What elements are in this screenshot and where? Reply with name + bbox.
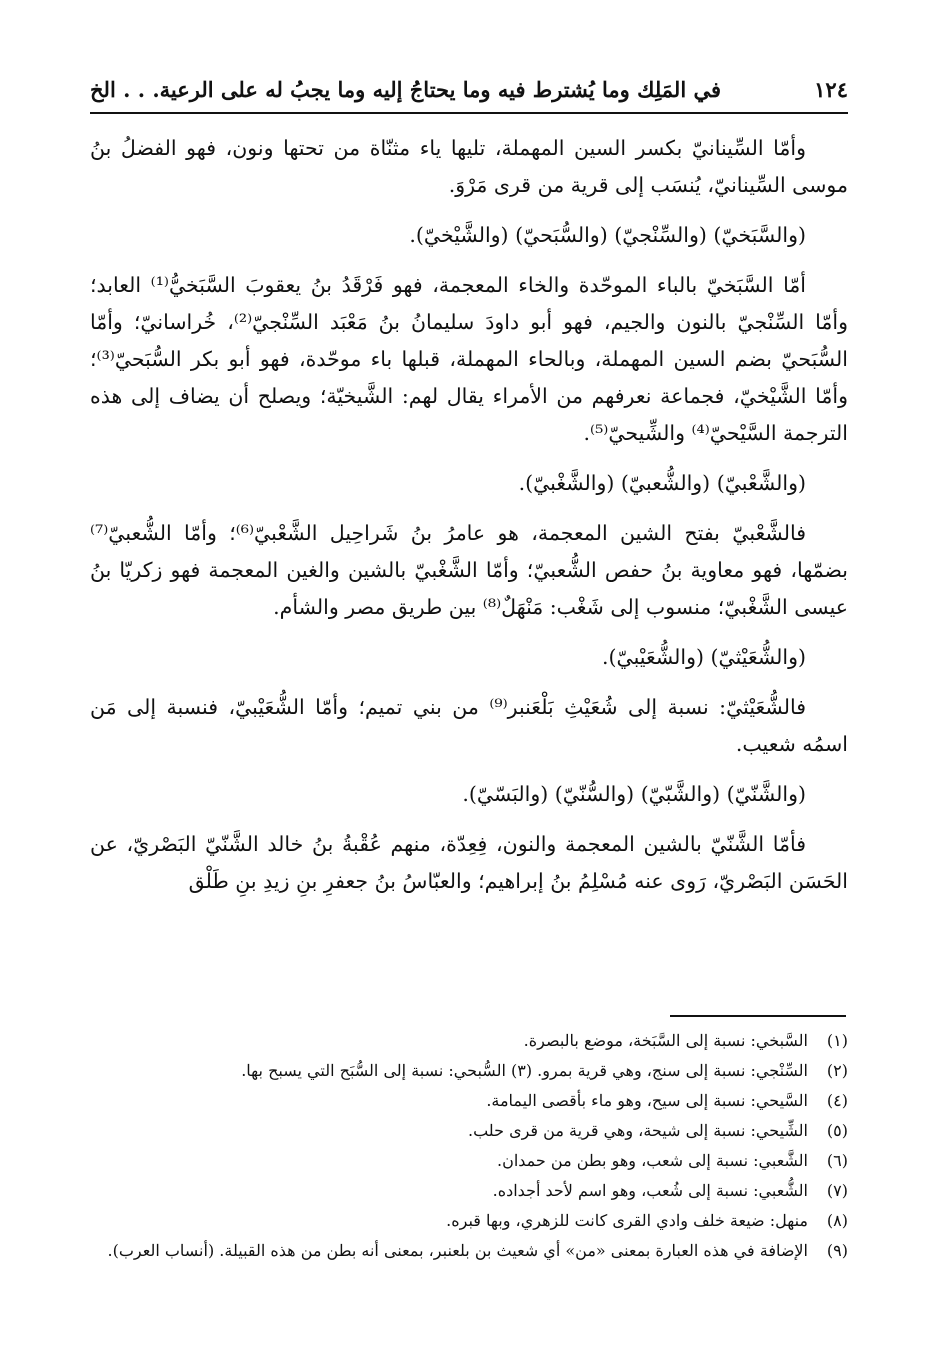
footnote (90, 1206, 848, 1236)
running-head (90, 72, 848, 108)
running-title: في المَلِك وما يُشترط فيه وما يحتاجُ إليه وما يجبُ له على الرعية. . . الخ (90, 77, 722, 102)
paragraph: وأمّا السِّينانيّ بكسر السين المهملة، تليها ياء مثنّاة من تحتها ونون، فهو الفضلُ بنُ موسى السِّينانيّ، يُنسَب إلى قرية من قرى مَرْوَ. (90, 136, 848, 197)
footnote (90, 1056, 848, 1086)
footnote-number: (٤) (826, 1091, 848, 1110)
section-heading: (والشَّنّيّ) (والشَّبّيّ) (والسُّنّيّ) (والبَسّيّ). (462, 782, 806, 806)
footnote-number: (٧) (826, 1181, 848, 1200)
footnote-number: (١) (826, 1031, 848, 1050)
header-rule (90, 112, 848, 114)
footnote-separator (670, 1015, 846, 1017)
footnote-text: منهل: ضيعة خلف وادي القرى كانت للزهري، وبها قبره. (446, 1211, 808, 1230)
paragraph: فالشَّعْبيّ بفتح الشين المعجمة، هو عامرُ بنُ شَراحِيل الشَّعْبيّ⁽⁶⁾؛ وأمّا الشُّعبيّ⁽⁷⁾ بضمّها، فهو معاوية بنُ حفص الشُّعبيّ؛ وأمّا الشَّغْبيّ بالشين والغين المعجمة فهو زكريّا بنُ عيسى الشَّغْبيّ؛ منسوب إلى شَغْب: مَنْهَلٌ⁽⁸⁾ بين طريق مصر والشأم. (90, 521, 848, 619)
footnote-number: (٢) (826, 1061, 848, 1080)
footnote-text: الشُّعبي: نسبة إلى شُعب، وهو اسم لأحد أجداده. (492, 1181, 808, 1200)
footnote (90, 1146, 848, 1176)
footnote-text: الشَّعبي: نسبة إلى شعب، وهو بطن من حمدان. (496, 1151, 808, 1170)
footnote (90, 1236, 848, 1266)
footnote (90, 1176, 848, 1206)
footnote-text: السِّنْجي: نسبة إلى سنج، وهي قرية بمرو. (٣) السُّبحي: نسبة إلى السُّبَح التي يسبح بها. (241, 1061, 808, 1080)
paragraph: فأمّا الشَّنّيّ بالشين المعجمة والنون، فِعِدّة، منهم عُقْبةُ بنُ خالد الشَّنّيّ البَصْريّ، عن الحَسَن البَصْريّ، رَوى عنه مُسْلِمُ بنُ إبراهيم؛ والعبّاسُ بنُ جعفرِ بنِ زيدِ بنِ طَلْق (90, 832, 848, 893)
main-text (90, 130, 848, 913)
section-heading: (والشَّعْبيّ) (والشُّعبيّ) (والشَّغْبيّ). (518, 471, 806, 495)
page-number: ١٢٤ (814, 77, 848, 102)
paragraph: فالشُّعَيْثيّ: نسبة إلى شُعَيْثِ بَلْعَنبر⁽⁹⁾ من بني تميم؛ وأمّا الشُّعَيْبيّ، فنسبة إلى مَن اسمُه شعيب. (90, 695, 848, 756)
footnote-number: (٩) (826, 1241, 848, 1260)
section-heading: (والشُّعَيْثيّ) (والشُّعَيْبيّ). (602, 645, 806, 669)
footnotes (90, 1026, 848, 1266)
footnote-text: السَّيحي: نسبة إلى سيح، وهو ماء بأقصى اليمامة. (486, 1091, 808, 1110)
footnote-text: الإضافة في هذه العبارة بمعنى «من» أي شعيث بن بلعنبر، بمعنى أنه بطن من هذه القبيلة. (أنساب العرب). (107, 1241, 808, 1260)
footnote (90, 1086, 848, 1116)
footnote-text: الشِّيحي: نسبة إلى شيحة، وهي قرية من قرى حلب. (468, 1121, 808, 1140)
paragraph: أمّا السَّبَخيّ بالباء الموحّدة والخاء المعجمة، فهو فَرْقَدُ بنُ يعقوبَ السَّبَخيُّ⁽¹⁾ العابد؛ وأمّا السِّنْجيّ بالنون والجيم، فهو أبو داودَ سليمانُ بنُ مَعْبَد السِّنْجيّ⁽²⁾، خُراسانيّ؛ وأمّا السُّبَحيّ بضم السين المهملة، وبالحاء المهملة، قبلها باء موحّدة، فهو أبو بكر السُّبَحيّ⁽³⁾؛ وأمّا الشَّيْخيّ، فجماعة نعرفهم من الأمراء يقال لهم: الشَّيخيّة؛ ويصلح أن يضاف إلى هذه الترجمة السَّيْحيّ⁽⁴⁾ والشِّيحيّ⁽⁵⁾. (90, 273, 848, 445)
footnote-text: السَّبخي: نسبة إلى السَّبَخة، موضع بالبصرة. (523, 1031, 808, 1050)
footnote (90, 1116, 848, 1146)
footnote (90, 1026, 848, 1056)
footnote-number: (٥) (826, 1121, 848, 1140)
footnote-number: (٨) (826, 1211, 848, 1230)
section-heading: (والسَّبَخيّ) (والسِّنْجيّ) (والسُّبَحيّ) (والشَّيْخيّ). (409, 223, 806, 247)
footnote-number: (٦) (826, 1151, 848, 1170)
